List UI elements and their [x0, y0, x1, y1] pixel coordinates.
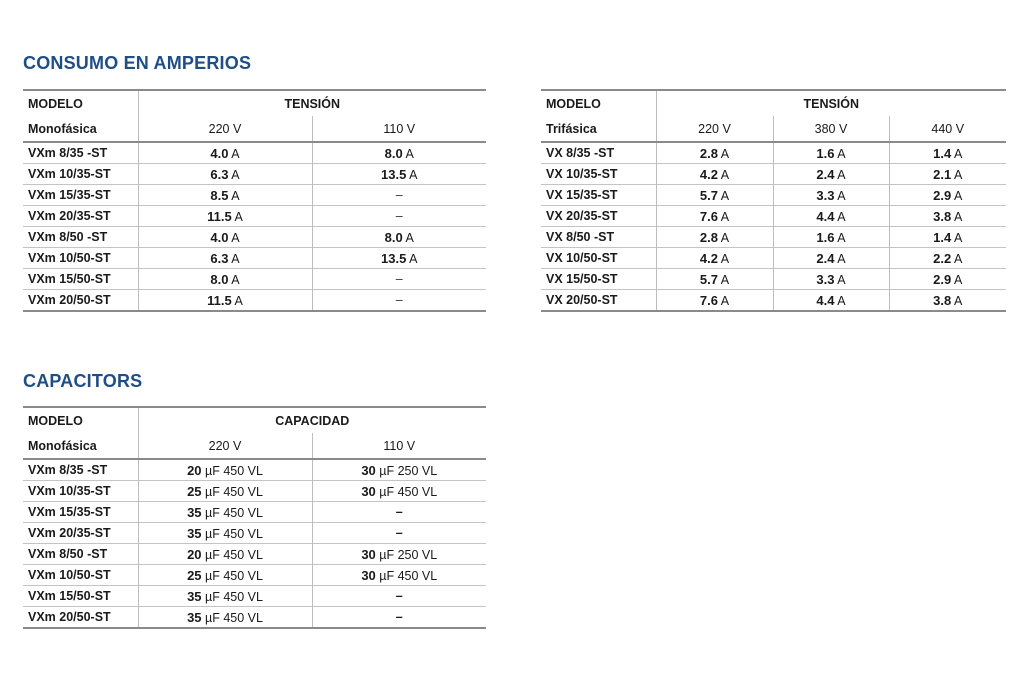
model-name: VXm 20/35-ST	[28, 526, 111, 540]
value-unit: A	[951, 188, 963, 203]
model-name: VXm 15/50-ST	[28, 272, 111, 286]
amps-380-cell	[773, 206, 889, 227]
value-unit: A	[834, 209, 846, 224]
amps-380-cell	[773, 185, 889, 206]
amps-220-cell	[656, 206, 773, 227]
value-unit: A	[951, 146, 963, 161]
model-name: VX 10/50-ST	[546, 251, 618, 265]
value-number: 2.9	[933, 187, 952, 203]
value-number: –	[395, 526, 403, 540]
value-number: 30	[361, 567, 376, 583]
col-tension: TENSIÓN	[656, 90, 1006, 116]
model-name: VXm 8/35 -ST	[28, 463, 108, 477]
value-number: 2.8	[699, 145, 718, 161]
value-number: 7.6	[699, 208, 718, 224]
value-number: 3.8	[933, 292, 952, 308]
amps-220-cell	[138, 248, 312, 269]
value-number: 35	[187, 525, 202, 541]
cap-110-cell	[312, 523, 486, 544]
amps-110-cell	[312, 142, 486, 164]
value-number: 30	[361, 546, 376, 562]
table-row	[23, 459, 486, 481]
value-unit: A	[951, 293, 963, 308]
value-unit: A	[834, 293, 846, 308]
model-name: VXm 8/50 -ST	[28, 230, 108, 244]
value-number: 35	[187, 504, 202, 520]
cap-220-cell	[138, 544, 312, 565]
cap-220-cell	[138, 459, 312, 481]
amps-440-cell	[889, 185, 1006, 206]
amps-440-cell	[889, 164, 1006, 185]
table-row	[23, 481, 486, 502]
amps-110-cell	[312, 206, 486, 227]
value-number: 3.3	[816, 271, 835, 287]
amps-220-cell	[656, 269, 773, 290]
value-number: –	[395, 610, 403, 624]
amps-440-cell	[889, 227, 1006, 248]
table-row	[23, 544, 486, 565]
model-name: VXm 15/50-ST	[28, 589, 111, 603]
value-unit: µF 450 VL	[201, 547, 263, 562]
value-number: 5.7	[699, 271, 718, 287]
col-modelo: MODELO	[28, 96, 83, 111]
amps-220-cell	[138, 206, 312, 227]
model-name: VX 20/50-ST	[546, 293, 618, 307]
cap-220-cell	[138, 607, 312, 629]
model-name: VX 20/35-ST	[546, 209, 618, 223]
value-unit: A	[951, 272, 963, 287]
value-unit: A	[834, 230, 846, 245]
value-unit: A	[717, 251, 730, 266]
voltage-220: 220 V	[138, 116, 312, 142]
col-modelo: MODELO	[28, 413, 83, 428]
table-row	[541, 227, 1006, 248]
table-row	[23, 248, 486, 269]
value-number: 11.5	[207, 208, 232, 224]
value-number: 4.4	[816, 208, 835, 224]
cap-220-cell	[138, 586, 312, 607]
value-number: 30	[361, 483, 376, 499]
type-label: Trifásica	[546, 121, 597, 136]
value-number: 20	[187, 546, 202, 562]
voltage-220: 220 V	[656, 116, 773, 142]
value-unit: A	[834, 167, 846, 182]
model-name: VX 15/50-ST	[546, 272, 618, 286]
table-row	[541, 290, 1006, 312]
value-unit: A	[228, 251, 240, 266]
value-unit: A	[228, 272, 240, 287]
value-number: 3.3	[816, 187, 835, 203]
value-number: 4.0	[210, 229, 229, 245]
value-unit: µF 450 VL	[201, 484, 263, 499]
model-name: VXm 10/50-ST	[28, 251, 111, 265]
amps-110-cell	[312, 290, 486, 312]
amps-220-cell	[138, 227, 312, 248]
value-number: 13.5	[381, 250, 407, 266]
value-number: 20	[187, 462, 202, 478]
type-label: Monofásica	[28, 121, 97, 136]
table-row	[541, 206, 1006, 227]
table-row	[23, 185, 486, 206]
value-number: –	[395, 589, 403, 603]
amps-380-cell	[773, 290, 889, 312]
amps-220-cell	[656, 185, 773, 206]
value-unit: A	[717, 146, 730, 161]
value-unit: A	[717, 209, 730, 224]
value-unit: A	[231, 293, 243, 308]
value-unit: A	[834, 146, 846, 161]
model-name: VX 8/50 -ST	[546, 230, 615, 244]
value-number: 3.8	[933, 208, 952, 224]
value-number: 11.5	[207, 292, 232, 308]
value-number: 8.0	[384, 229, 403, 245]
model-name: VXm 8/35 -ST	[28, 146, 108, 160]
value-number: 7.6	[699, 292, 718, 308]
cap-220-cell	[138, 523, 312, 544]
amps-380-cell	[773, 142, 889, 164]
value-number: 8.0	[384, 145, 403, 161]
value-number: 30	[361, 462, 376, 478]
amps-220-cell	[656, 142, 773, 164]
amps-440-cell	[889, 142, 1006, 164]
cap-220-cell	[138, 481, 312, 502]
value-number: 5.7	[699, 187, 718, 203]
table-row	[541, 164, 1006, 185]
model-name: VXm 8/50 -ST	[28, 547, 108, 561]
cap-220-cell	[138, 502, 312, 523]
amps-110-cell	[312, 269, 486, 290]
amps-440-cell	[889, 206, 1006, 227]
table-row	[23, 565, 486, 586]
cap-220-cell	[138, 565, 312, 586]
model-name: VXm 20/50-ST	[28, 610, 111, 624]
value-unit: µF 450 VL	[201, 505, 263, 520]
value-unit: µF 450 VL	[201, 568, 263, 583]
cap-110-cell	[312, 565, 486, 586]
value-unit: A	[951, 209, 963, 224]
value-number: 8.5	[210, 187, 229, 203]
voltage-110: 110 V	[312, 433, 486, 459]
value-number: 8.0	[210, 271, 229, 287]
value-unit: A	[406, 251, 418, 266]
value-unit: µF 250 VL	[375, 463, 438, 478]
voltage-110: 110 V	[312, 116, 486, 142]
value-number: 25	[187, 483, 202, 499]
value-number: 4.2	[699, 250, 718, 266]
value-number: 2.9	[933, 271, 952, 287]
value-number: –	[395, 272, 403, 286]
amps-220-cell	[138, 164, 312, 185]
value-number: 1.4	[933, 229, 952, 245]
model-name: VX 10/35-ST	[546, 167, 618, 181]
value-number: 6.3	[210, 250, 229, 266]
value-number: 35	[187, 588, 202, 604]
value-unit: A	[406, 167, 418, 182]
table-row	[23, 142, 486, 164]
cap-110-cell	[312, 459, 486, 481]
amps-110-cell	[312, 164, 486, 185]
value-unit: A	[228, 146, 240, 161]
table-row	[541, 269, 1006, 290]
table-row	[23, 607, 486, 629]
amps-220-cell	[138, 269, 312, 290]
model-name: VX 15/35-ST	[546, 188, 618, 202]
amps-380-cell	[773, 269, 889, 290]
amps-380-cell	[773, 227, 889, 248]
value-unit: A	[402, 146, 414, 161]
amps-220-cell	[656, 248, 773, 269]
value-number: 1.4	[933, 145, 952, 161]
value-unit: A	[834, 188, 846, 203]
value-unit: A	[717, 293, 730, 308]
amps-110-cell	[312, 248, 486, 269]
table-row	[23, 206, 486, 227]
model-name: VX 8/35 -ST	[546, 146, 615, 160]
value-number: 35	[187, 609, 202, 625]
table-row	[23, 164, 486, 185]
amps-section-title: CONSUMO EN AMPERIOS	[23, 53, 252, 73]
col-tension: TENSIÓN	[138, 90, 486, 116]
value-unit: µF 450 VL	[201, 526, 263, 541]
amps-440-cell	[889, 290, 1006, 312]
amps-380-cell	[773, 248, 889, 269]
amps-220-cell	[656, 164, 773, 185]
value-unit: A	[228, 230, 240, 245]
amps-220-cell	[656, 227, 773, 248]
value-number: 6.3	[210, 166, 229, 182]
value-number: 4.4	[816, 292, 835, 308]
amps-440-cell	[889, 269, 1006, 290]
amps-mono-header-row	[23, 90, 486, 116]
table-row	[541, 248, 1006, 269]
table-row	[541, 185, 1006, 206]
cap-110-cell	[312, 607, 486, 629]
value-unit: A	[717, 167, 730, 182]
value-unit: µF 450 VL	[201, 589, 263, 604]
value-unit: A	[951, 167, 963, 182]
amps-tri-header-row	[541, 90, 1006, 116]
caps-table	[23, 406, 486, 629]
amps-220-cell	[138, 290, 312, 312]
voltage-440: 440 V	[889, 116, 1006, 142]
col-modelo: MODELO	[546, 96, 601, 111]
col-capacidad: CAPACIDAD	[138, 407, 486, 433]
value-number: 2.1	[933, 166, 952, 182]
voltage-380: 380 V	[773, 116, 889, 142]
value-unit: µF 250 VL	[375, 547, 438, 562]
value-unit: µF 450 VL	[375, 484, 438, 499]
amps-110-cell	[312, 185, 486, 206]
amps-tri-subheader-row	[541, 116, 1006, 142]
value-number: 2.8	[699, 229, 718, 245]
value-number: 2.2	[933, 250, 952, 266]
amps-tri-table	[541, 89, 1006, 312]
value-number: –	[395, 505, 403, 519]
model-name: VXm 10/35-ST	[28, 484, 111, 498]
model-name: VXm 15/35-ST	[28, 188, 111, 202]
value-number: 1.6	[816, 229, 835, 245]
table-row	[541, 142, 1006, 164]
table-row	[23, 227, 486, 248]
cap-110-cell	[312, 502, 486, 523]
value-number: –	[395, 209, 403, 223]
voltage-220: 220 V	[138, 433, 312, 459]
table-row	[23, 269, 486, 290]
value-number: 25	[187, 567, 202, 583]
amps-mono-table	[23, 89, 486, 312]
amps-380-cell	[773, 164, 889, 185]
value-number: 4.2	[699, 166, 718, 182]
value-unit: A	[717, 272, 730, 287]
value-number: –	[395, 293, 403, 307]
caps-header-row	[23, 407, 486, 433]
value-number: 13.5	[381, 166, 407, 182]
model-name: VXm 15/35-ST	[28, 505, 111, 519]
value-unit: A	[231, 209, 243, 224]
value-number: –	[395, 188, 403, 202]
value-unit: µF 450 VL	[201, 610, 263, 625]
amps-220-cell	[138, 142, 312, 164]
model-name: VXm 10/35-ST	[28, 167, 111, 181]
value-number: 4.0	[210, 145, 229, 161]
value-unit: A	[402, 230, 414, 245]
value-unit: A	[717, 230, 730, 245]
amps-mono-subheader-row	[23, 116, 486, 142]
cap-110-cell	[312, 586, 486, 607]
value-unit: µF 450 VL	[375, 568, 438, 583]
amps-220-cell	[656, 290, 773, 312]
value-unit: A	[228, 188, 240, 203]
value-unit: A	[717, 188, 730, 203]
amps-110-cell	[312, 227, 486, 248]
table-row	[23, 502, 486, 523]
cap-110-cell	[312, 544, 486, 565]
value-unit: µF 450 VL	[201, 463, 263, 478]
model-name: VXm 10/50-ST	[28, 568, 111, 582]
table-row	[23, 290, 486, 312]
value-unit: A	[951, 230, 963, 245]
caps-subheader-row	[23, 433, 486, 459]
type-label: Monofásica	[28, 438, 97, 453]
amps-220-cell	[138, 185, 312, 206]
table-row	[23, 586, 486, 607]
value-number: 1.6	[816, 145, 835, 161]
value-unit: A	[834, 272, 846, 287]
value-unit: A	[951, 251, 963, 266]
cap-110-cell	[312, 481, 486, 502]
value-unit: A	[228, 167, 240, 182]
amps-440-cell	[889, 248, 1006, 269]
value-number: 2.4	[816, 250, 835, 266]
caps-section-title: CAPACITORS	[23, 371, 143, 391]
table-row	[23, 523, 486, 544]
model-name: VXm 20/35-ST	[28, 209, 111, 223]
value-number: 2.4	[816, 166, 835, 182]
model-name: VXm 20/50-ST	[28, 293, 111, 307]
value-unit: A	[834, 251, 846, 266]
